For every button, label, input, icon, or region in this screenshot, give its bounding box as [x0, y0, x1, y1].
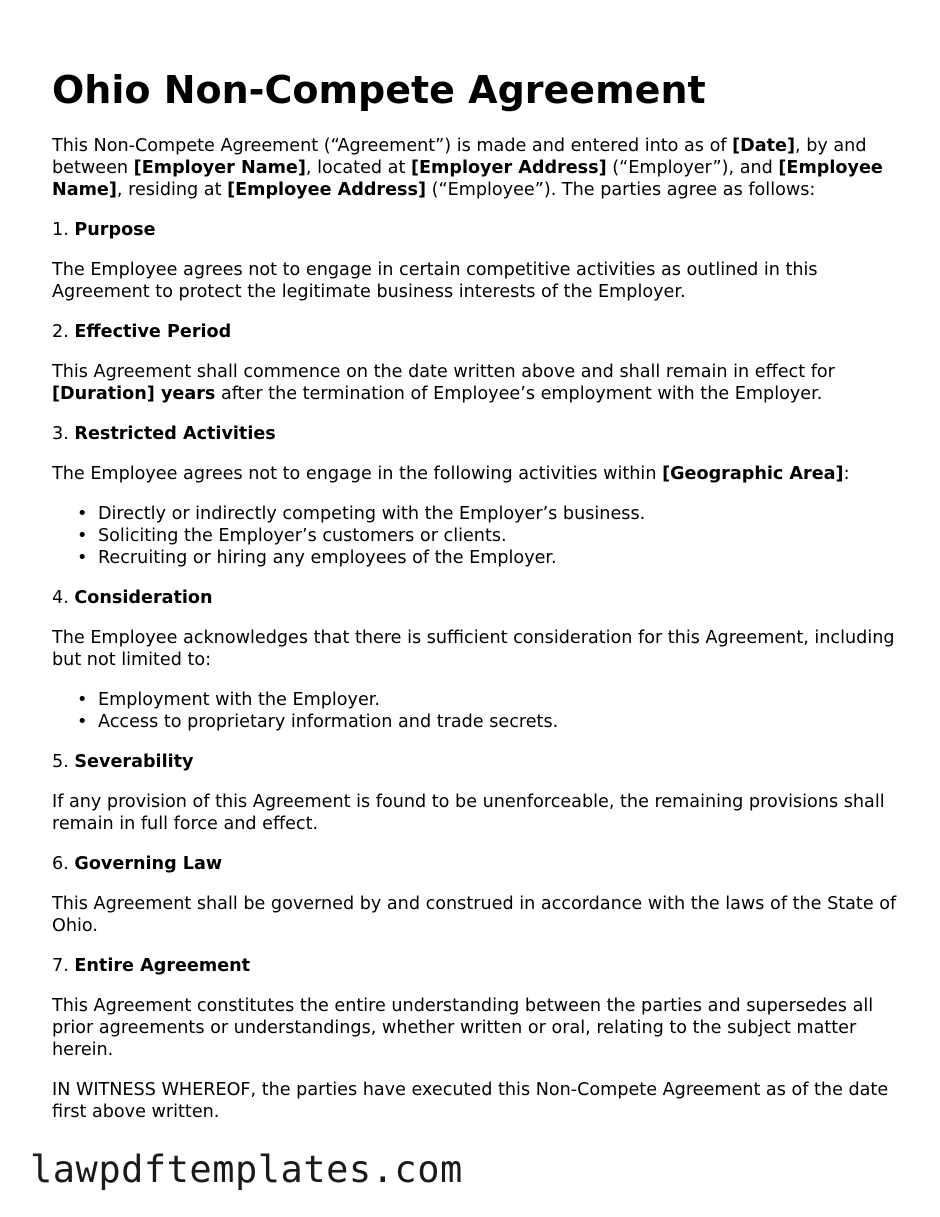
intro-text: , located at — [305, 158, 411, 178]
list-item — [77, 503, 897, 525]
intro-text: (“Employee”). The parties agree as follows: — [426, 180, 816, 200]
section-number: 4. — [52, 588, 75, 608]
section-title: Severability — [74, 752, 194, 772]
section-heading-severability — [52, 751, 897, 773]
section-title: Governing Law — [74, 854, 223, 874]
section-heading-entire-agreement — [52, 955, 897, 977]
section-heading-restricted-activities — [52, 423, 897, 445]
section-text-governing-law: This Agreement shall be governed by and construed in accordance with the laws of the State of Ohio. — [52, 894, 897, 936]
section-text-severability: If any provision of this Agreement is found to be unenforceable, the remaining provisions shall remain in full force and effect. — [52, 792, 885, 834]
list-item-text: Directly or indirectly competing with the Employer’s business. — [98, 504, 646, 524]
section-heading-effective-period — [52, 321, 897, 343]
section-number: 1. — [52, 220, 75, 240]
list-item-text: Employment with the Employer. — [98, 690, 380, 710]
list-item — [77, 525, 897, 547]
employee-address-placeholder: [Employee Address] — [227, 180, 427, 200]
bullet-icon: • — [77, 526, 88, 546]
section-title: Consideration — [74, 588, 213, 608]
bullet-icon: • — [77, 504, 88, 524]
intro-text: , residing at — [116, 180, 228, 200]
employer-address-placeholder: [Employer Address] — [410, 158, 607, 178]
intro-text: This Non-Compete Agreement (“Agreement”) is made and entered into as of — [52, 136, 733, 156]
witness-paragraph: IN WITNESS WHEREOF, the parties have executed this Non-Compete Agreement as of the date first above written. — [52, 1080, 889, 1122]
section-heading-consideration — [52, 587, 897, 609]
section-text-restricted-activities — [52, 463, 897, 485]
section-heading-purpose — [52, 219, 897, 241]
date-placeholder: [Date] — [732, 136, 796, 156]
section-text: : — [843, 464, 850, 484]
section-text: The Employee agrees not to engage in the following activities within — [52, 464, 663, 484]
section-number: 2. — [52, 322, 75, 342]
section-number: 5. — [52, 752, 75, 772]
section-text: This Agreement shall commence on the date written above and shall remain in effect for — [52, 362, 835, 382]
list-item-text: Soliciting the Employer’s customers or clients. — [98, 526, 507, 546]
document-body — [52, 135, 897, 1123]
intro-text: , by and between — [52, 136, 867, 178]
section-heading-governing-law — [52, 853, 897, 875]
section-number: 3. — [52, 424, 75, 444]
list-item — [77, 711, 897, 733]
employee-name-placeholder: [Employee Name] — [52, 158, 883, 200]
section-title: Restricted Activities — [74, 424, 276, 444]
bullet-icon: • — [77, 690, 88, 710]
employer-name-placeholder: [Employer Name] — [133, 158, 306, 178]
document-title: Ohio Non-Compete Agreement — [52, 68, 706, 112]
site-watermark: lawpdftemplates.com — [30, 1148, 463, 1191]
section-number: 7. — [52, 956, 75, 976]
section-text: after the termination of Employee’s employment with the Employer. — [215, 384, 823, 404]
section-text-purpose: The Employee agrees not to engage in certain competitive activities as outlined in this Agreement to protect the legitimate business interests of the Employer. — [52, 260, 818, 302]
duration-placeholder: [Duration] years — [52, 384, 216, 404]
list-item — [77, 689, 897, 711]
bullet-icon: • — [77, 548, 88, 568]
section-title: Effective Period — [74, 322, 232, 342]
geographic-area-placeholder: [Geographic Area] — [662, 464, 844, 484]
section-text-consideration: The Employee acknowledges that there is sufficient consideration for this Agreement, including but not limited to: — [52, 628, 895, 670]
intro-paragraph — [52, 135, 897, 201]
section-text-effective-period — [52, 361, 897, 405]
section-number: 6. — [52, 854, 75, 874]
intro-text: (“Employer”), and — [606, 158, 779, 178]
section-title: Purpose — [74, 220, 156, 240]
list-item-text: Access to proprietary information and trade secrets. — [98, 712, 559, 732]
restricted-activities-list — [52, 503, 897, 569]
list-item-text: Recruiting or hiring any employees of the Employer. — [98, 548, 557, 568]
consideration-list — [52, 689, 897, 733]
section-text-entire-agreement: This Agreement constitutes the entire understanding between the parties and supersedes all prior agreements or understandings, whether written or oral, relating to the subject matter herein. — [52, 996, 874, 1060]
bullet-icon: • — [77, 712, 88, 732]
list-item — [77, 547, 897, 569]
section-title: Entire Agreement — [74, 956, 251, 976]
